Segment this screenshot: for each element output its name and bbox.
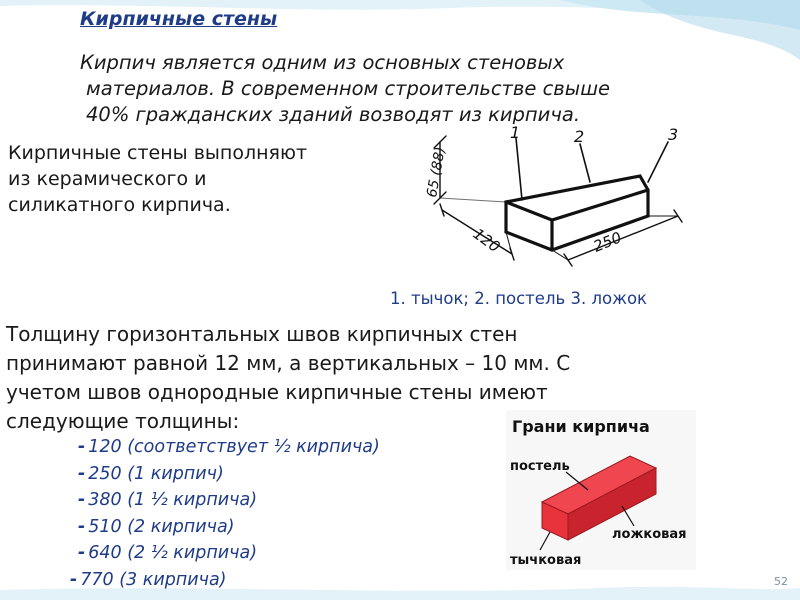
list-dash: -	[78, 463, 86, 484]
list-item	[78, 461, 380, 488]
materials-paragraph	[8, 140, 307, 218]
joint-thickness-paragraph	[6, 320, 570, 436]
brick-label-1: 1	[510, 124, 521, 142]
materials-line: из керамического и	[8, 168, 207, 190]
leader-line-3	[648, 142, 668, 182]
list-item-text: 380 (1 ½ кирпича)	[88, 490, 258, 510]
width-dim-label: 120	[469, 224, 504, 257]
figure-caption: 1. тычок; 2. постель 3. ложок	[390, 289, 648, 308]
list-item-text: 250 (1 кирпич)	[88, 463, 224, 484]
intro-line: 40% гражданских зданий возводят из кирпича.	[86, 103, 581, 126]
leader-line-1	[516, 138, 522, 200]
length-dim-label: 250	[590, 228, 625, 256]
faces-figure-title: Грани кирпича	[512, 417, 650, 436]
brick-dimension-figure	[400, 124, 696, 280]
body-line: принимают равной 12 мм, а вертикальных – 10 мм. С	[6, 351, 571, 375]
list-item	[70, 567, 380, 594]
wall-thickness-list	[70, 434, 380, 593]
brick-label-2: 2	[574, 127, 585, 146]
intro-line: материалов. В современном строительстве свыше	[86, 77, 611, 100]
list-dash: -	[78, 437, 86, 457]
list-item-text: 510 (2 кирпича)	[88, 516, 235, 537]
list-item-text: 640 (2 ½ кирпича)	[88, 543, 258, 563]
list-item	[78, 540, 380, 567]
list-dash: -	[70, 569, 78, 590]
list-dash: -	[78, 543, 86, 563]
body-line: учетом швов однородные кирпичные стены имеют	[6, 380, 548, 404]
list-item	[78, 514, 380, 541]
list-item	[78, 487, 380, 514]
slide-title: Кирпичные стены	[80, 8, 278, 30]
header-leader-line	[540, 532, 550, 550]
list-dash: -	[78, 490, 86, 510]
stretcher-face-label: ложковая	[612, 527, 687, 542]
header-face-label: тычковая	[510, 553, 582, 568]
body-line: следующие толщины:	[6, 409, 240, 433]
list-item-text: 120 (соответствует ½ кирпича)	[88, 437, 380, 457]
list-item-text: 770 (3 кирпича)	[80, 569, 227, 590]
intro-line: Кирпич является одним из основных стеновых	[80, 51, 565, 74]
bed-face-label: постель	[510, 459, 570, 474]
leader-line-2	[580, 144, 590, 182]
brick-edge	[506, 190, 648, 220]
list-dash: -	[78, 516, 86, 537]
brick-label-3: 3	[668, 125, 679, 144]
body-line: Толщину горизонтальных швов кирпичных стен	[6, 322, 518, 346]
materials-line: Кирпичные стены выполняют	[8, 142, 308, 164]
page-number: 52	[774, 575, 788, 588]
brick-faces-figure	[506, 410, 696, 570]
height-dim-label: 65 (88)	[424, 145, 449, 199]
intro-paragraph	[80, 50, 780, 128]
materials-line: силикатного кирпича.	[8, 194, 231, 216]
list-item	[78, 434, 380, 461]
